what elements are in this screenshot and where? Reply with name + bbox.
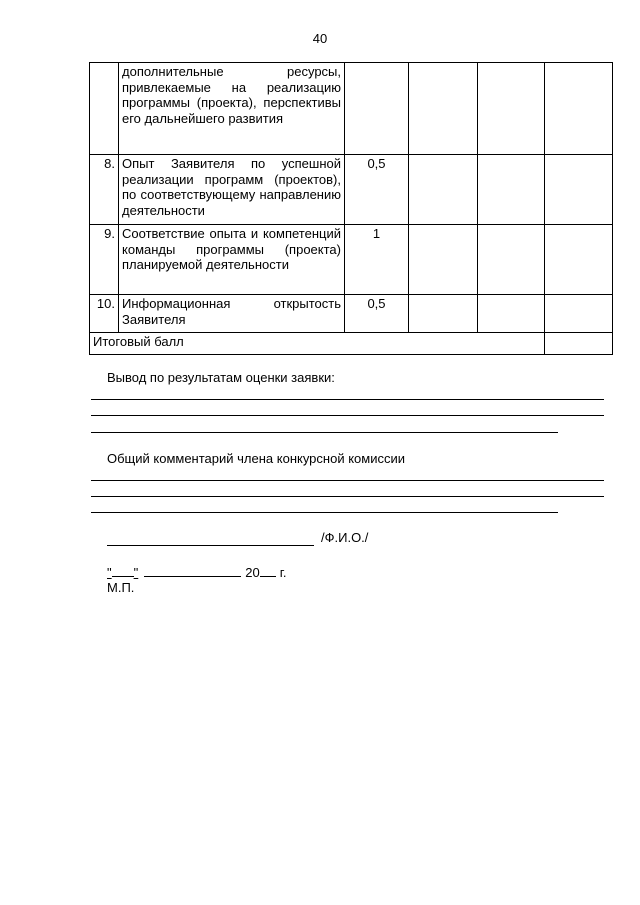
- max-score: 0,5: [345, 295, 409, 333]
- row-number: 9.: [90, 225, 119, 295]
- empty-cell: [409, 63, 478, 155]
- table-row: [90, 225, 613, 295]
- year-suffix: г.: [279, 565, 287, 580]
- empty-cell: [478, 225, 545, 295]
- empty-cell: [409, 225, 478, 295]
- month-blank: [144, 564, 241, 577]
- conclusion-label: Вывод по результатам оценки заявки:: [107, 370, 335, 385]
- year-prefix: 20: [245, 565, 260, 580]
- table-row: [90, 155, 613, 225]
- comment-label: Общий комментарий члена конкурсной комиссии: [107, 451, 405, 466]
- total-score-cell: [545, 333, 613, 355]
- criterion-description: Опыт Заявителя по успешной реализации программ (проектов), по соответствующему направлению деятельности: [119, 155, 345, 225]
- comment-line: [91, 512, 558, 513]
- empty-cell: [545, 225, 613, 295]
- conclusion-line: [91, 432, 558, 433]
- stamp-label: М.П.: [107, 580, 135, 595]
- name-label: /Ф.И.О./: [321, 530, 369, 545]
- year-blank: [260, 564, 276, 577]
- total-label: Итоговый балл: [90, 333, 545, 355]
- empty-cell: [545, 155, 613, 225]
- row-number: 8.: [90, 155, 119, 225]
- empty-cell: [545, 63, 613, 155]
- comment-line: [91, 496, 604, 497]
- empty-cell: [478, 63, 545, 155]
- conclusion-line: [91, 399, 604, 400]
- empty-cell: [409, 155, 478, 225]
- empty-cell: [478, 295, 545, 333]
- comment-line: [91, 480, 604, 481]
- max-score: [345, 63, 409, 155]
- page-number: 40: [312, 31, 328, 46]
- row-number: 10.: [90, 295, 119, 333]
- day-blank: [112, 564, 134, 577]
- empty-cell: [545, 295, 613, 333]
- row-number: [90, 63, 119, 155]
- conclusion-line: [91, 415, 604, 416]
- max-score: 1: [345, 225, 409, 295]
- quote-close: ": [133, 565, 139, 580]
- max-score: 0,5: [345, 155, 409, 225]
- date-row: [107, 564, 287, 580]
- criterion-description: Информационная открытость Заявителя: [119, 295, 345, 333]
- empty-cell: [409, 295, 478, 333]
- quote-open: ": [107, 565, 112, 580]
- table-row: [90, 63, 613, 155]
- signature-line: [107, 532, 314, 546]
- criterion-description: Соответствие опыта и компетенций команды программы (проекта) планируемой деятельности: [119, 225, 345, 295]
- total-row: [90, 333, 613, 355]
- empty-cell: [478, 155, 545, 225]
- criteria-table: [89, 62, 613, 355]
- criterion-description: дополнительные ресурсы, привлекаемые на реализацию программы (проекта), перспективы его дальнейшего развития: [119, 63, 345, 155]
- table-row: [90, 295, 613, 333]
